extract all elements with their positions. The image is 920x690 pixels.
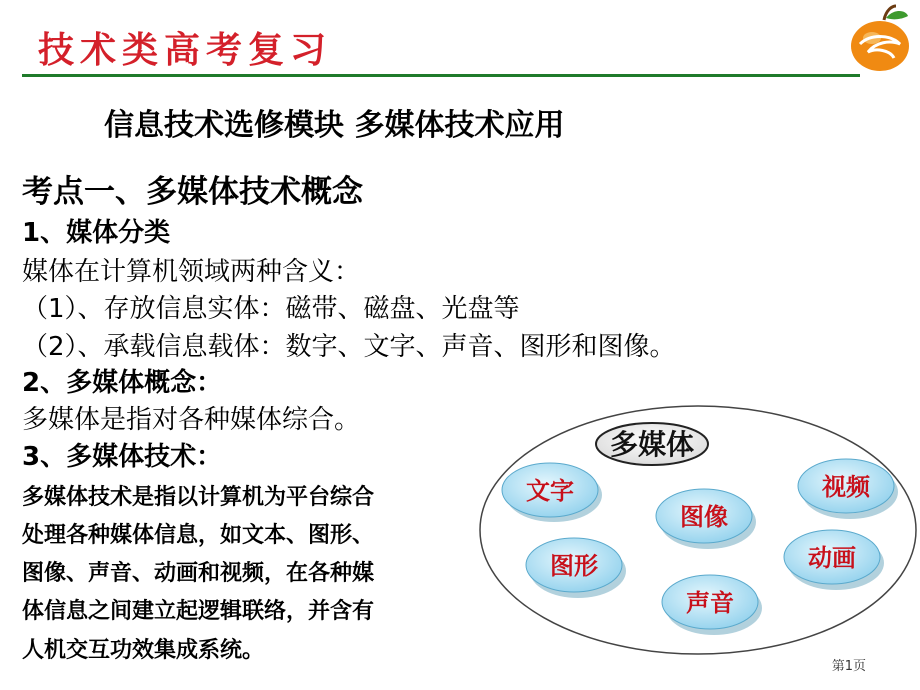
text-line: （1）、存放信息实体：磁带、磁盘、光盘等 — [22, 294, 520, 324]
heading-multimedia-concept: 2、多媒体概念： — [22, 368, 223, 398]
svg-text:图形: 图形 — [550, 551, 598, 580]
svg-text:视频: 视频 — [822, 472, 870, 501]
paragraph-line: 多媒体技术是指以计算机为平台综合 — [22, 485, 375, 510]
paragraph-line: 处理各种媒体信息，如文本、图形、 — [22, 523, 375, 548]
page-number: 第1页 — [831, 659, 866, 674]
svg-text:文字: 文字 — [526, 476, 574, 505]
header-divider — [22, 74, 860, 77]
paragraph-line: 人机交互功效集成系统。 — [22, 638, 265, 663]
text-line: （2）、承载信息载体：数字、文字、声音、图形和图像。 — [22, 332, 676, 362]
apple-logo-icon — [846, 4, 914, 74]
svg-text:声音: 声音 — [686, 588, 734, 617]
center-label-multimedia — [596, 423, 708, 465]
text-line: 媒体在计算机领域两种含义： — [22, 257, 361, 287]
svg-text:动画: 动画 — [808, 543, 856, 572]
module-subtitle: 信息技术选修模块 多媒体技术应用 — [104, 108, 565, 143]
section-title: 考点一、多媒体技术概念 — [22, 174, 363, 210]
page-title: 技术类高考复习 — [38, 29, 333, 71]
text-line: 多媒体是指对各种媒体综合。 — [22, 405, 361, 435]
multimedia-diagram — [476, 402, 920, 658]
paragraph-line: 图像、声音、动画和视频，在各种媒 — [22, 561, 375, 586]
heading-media-classification: 1、媒体分类 — [22, 218, 171, 248]
paragraph-line: 体信息之间建立起逻辑联络，并含有 — [22, 599, 375, 624]
svg-text:图像: 图像 — [680, 502, 728, 531]
svg-text:多媒体: 多媒体 — [609, 428, 695, 461]
heading-multimedia-technology: 3、多媒体技术： — [22, 442, 223, 472]
